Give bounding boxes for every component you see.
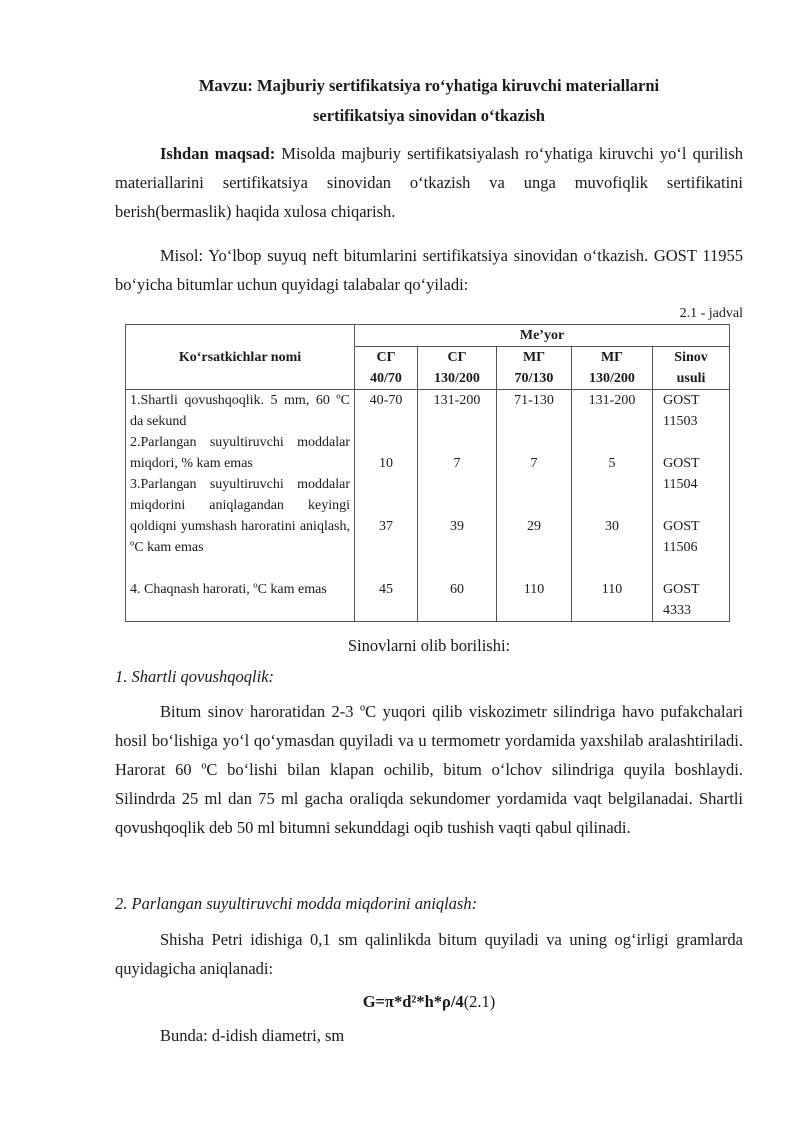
section-2-text: Shisha Petri idishiga 0,1 sm qalinlikda bitum quyiladi va uning og‘irligi gramlarda quyidagicha aniqlanadi: — [115, 930, 743, 978]
section-2-heading: 2. Parlangan suyultiruvchi modda miqdorini aniqlash: — [115, 894, 478, 913]
header-col-method: Sinov usuli — [653, 347, 730, 390]
procedure-title: Sinovlarni olib borilishi: — [347, 636, 511, 655]
indicator-4: 4. Chaqnash harorati, ºC kam emas — [130, 582, 327, 597]
value-cell: 40-70 — [369, 393, 403, 408]
header-col-2: СГ 130/200 — [418, 347, 497, 390]
value-cell: 37 — [379, 519, 393, 534]
section-2-paragraph — [115, 925, 743, 983]
table-row — [126, 390, 730, 622]
value-cell: 29 — [527, 519, 541, 534]
indicators-cell — [126, 390, 355, 622]
method-cell: 4333 — [663, 603, 691, 618]
example-paragraph — [115, 241, 743, 299]
formula-number: (2.1) — [463, 992, 496, 1011]
value-cell: 110 — [601, 582, 623, 597]
header-col-4: МГ 130/200 — [572, 347, 653, 390]
method-cell: GOST — [663, 456, 700, 471]
indicator-1: 1.Shartli qovushqoqlik. 5 mm, 60 ºC da sekund — [130, 393, 350, 429]
where-paragraph — [115, 1021, 743, 1050]
example-text: Misol: Yo‘lbop suyuq neft bitumlarini sertifikatsiya sinovidan o‘tkazish. GOST 11955 bo‘yicha bitumlar uchun quyidagi talabalar qo‘yiladi: — [115, 246, 743, 294]
goal-label: Ishdan maqsad: — [160, 144, 276, 163]
formula-line — [115, 992, 743, 1012]
value-cell: 45 — [379, 582, 393, 597]
formula-expression: G=π*d²*h*ρ/4 — [362, 992, 464, 1011]
value-cell: 131-200 — [588, 393, 636, 408]
values-col-2 — [418, 390, 497, 622]
method-cell: 11503 — [663, 414, 698, 429]
section-1-heading: 1. Shartli qovushqoqlik: — [115, 667, 275, 686]
document-title-line-2: sertifikatsiya sinovidan o‘tkazish — [313, 106, 545, 125]
header-col-3: МГ 70/130 — [497, 347, 572, 390]
methods-col — [653, 390, 730, 622]
value-cell: 71-130 — [514, 393, 554, 408]
value-cell: 5 — [608, 456, 616, 471]
section-1-text: Bitum sinov haroratidan 2-3 ºC yuqori qilib viskozimetr silindriga havo pufakchalari hosil bo‘lishiga yo‘l qo‘ymasdan quyiladi va u termometr yordamida yaxshilab aralashtiriladi. Harorat 60 ºC bo‘lishi bilan klapan ochilib, bitum o‘lchov silindriga quyila boshlaydi. Silindrda 25 ml dan 75 ml gacha oraliqda sekundomer yordamida vaqt belgilanadai. Shartli qovushqoqlik deb 50 ml bitumni sekunddagi oqib tushish vaqti qabul qilinadi. — [115, 702, 743, 837]
value-cell: 39 — [450, 519, 464, 534]
value-cell: 60 — [450, 582, 464, 597]
table-header-row — [126, 325, 730, 347]
goal-paragraph — [115, 139, 743, 226]
value-cell: 7 — [453, 456, 461, 471]
where-text: Bunda: d-idish diametri, sm — [160, 1026, 345, 1045]
method-cell: GOST — [663, 393, 700, 408]
indicator-2: 2.Parlangan suyultiruvchi moddalar miqdori, % kam emas — [130, 435, 350, 471]
values-col-4 — [572, 390, 653, 622]
document-title-line-1: Mavzu: Majburiy sertifikatsiya ro‘yhatiga kiruvchi materiallarni — [198, 76, 660, 95]
value-cell: 131-200 — [433, 393, 481, 408]
method-cell: GOST — [663, 519, 700, 534]
indicator-3: 3.Parlangan suyultiruvchi moddalar miqdorini aniqlagandan keyingi qoldiqni yumshash haroratini aniqlash, ºC kam emas — [130, 477, 350, 555]
method-cell: 11504 — [663, 477, 698, 492]
values-col-1 — [355, 390, 418, 622]
method-cell: GOST — [663, 582, 700, 597]
header-indicator-name: Ko‘rsatkichlar nomi — [126, 325, 355, 390]
method-cell: 11506 — [663, 540, 698, 555]
requirements-table — [125, 324, 730, 622]
header-col-1: СГ 40/70 — [355, 347, 418, 390]
values-col-3 — [497, 390, 572, 622]
value-cell: 7 — [530, 456, 538, 471]
value-cell: 30 — [605, 519, 619, 534]
goal-text: Misolda majburiy sertifikatsiyalash ro‘yhatiga kiruvchi yo‘l qurilish materiallarini sertifikatsiya sinovidan o‘tkazish va unga muvofiqlik sertifikatini berish(bermaslik) haqida xulosa chiqarish. — [115, 144, 743, 221]
value-cell: 110 — [523, 582, 545, 597]
header-norm: Me’yor — [355, 325, 730, 347]
value-cell: 10 — [379, 456, 393, 471]
section-1-paragraph — [115, 697, 743, 842]
table-caption: 2.1 - jadval — [679, 306, 743, 321]
